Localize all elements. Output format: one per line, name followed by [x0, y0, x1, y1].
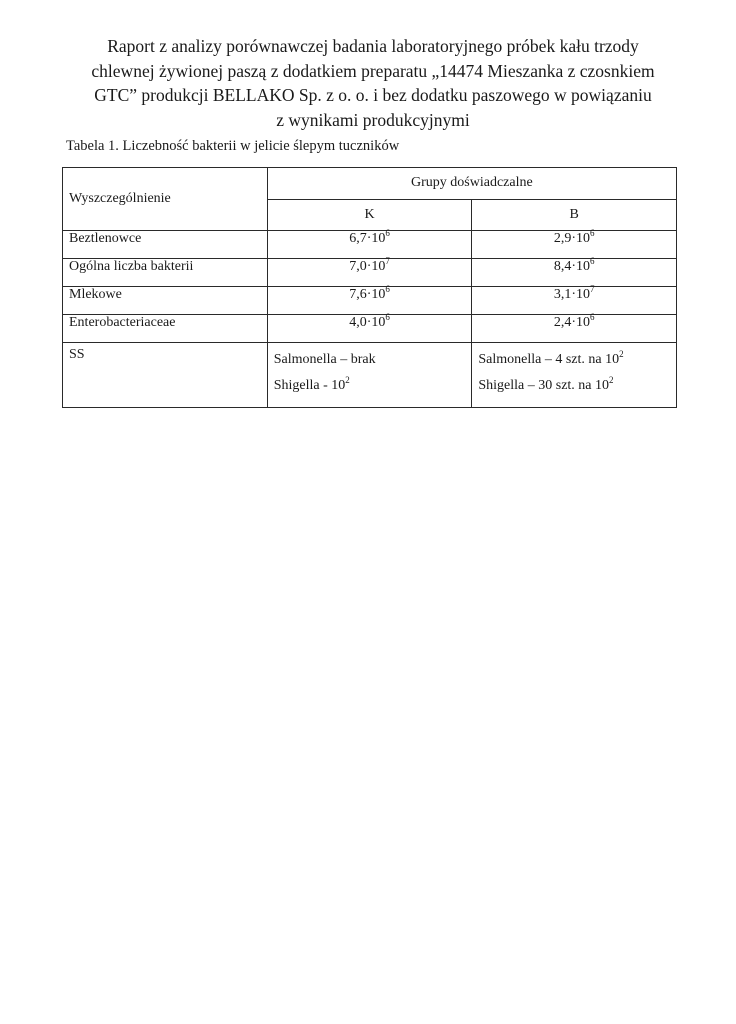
table-row	[63, 287, 677, 315]
value-b-ss	[472, 343, 677, 408]
column-header-b: B	[472, 199, 677, 231]
group-header: Grupy doświadczalne	[267, 168, 676, 200]
report-title-line-1: Raport z analizy porównawczej badania laboratoryjnego próbek kału trzody	[107, 36, 639, 56]
value-b: $2,4\cdot 10^6$	[472, 315, 677, 343]
report-title-line-4: z wynikami produkcyjnymi	[276, 109, 470, 130]
k-salmonella: Salmonella – brak	[273, 352, 376, 367]
value-k: $7,6\cdot 10^6$	[267, 287, 472, 315]
report-title-line-3: GTC” produkcji BELLAKO Sp. z o. o. i bez dodatku paszowego w powiązaniu	[94, 85, 652, 105]
row-name: Mlekowe	[63, 287, 268, 315]
row-name: Ogólna liczba bakterii	[63, 259, 268, 287]
table-row	[63, 231, 677, 259]
row-name: SS	[63, 343, 268, 408]
table-caption: Tabela 1. Liczebność bakterii w jelicie ślepym tuczników	[66, 138, 400, 154]
b-shigella: Shigella – 30 szt. na $10^2$	[478, 375, 614, 393]
table-header-row	[63, 168, 677, 200]
table-row	[63, 259, 677, 287]
b-salmonella: Salmonella – 4 szt. na $10^2$	[478, 349, 624, 367]
bacteria-count-table	[62, 167, 677, 408]
value-b: $8,4\cdot 10^6$	[472, 259, 677, 287]
value-k: $7,0\cdot 10^7$	[267, 259, 472, 287]
table-row-ss	[63, 343, 677, 408]
value-b: $3,1\cdot 10^7$	[472, 287, 677, 315]
report-title-line-2: chlewnej żywionej paszą z dodatkiem preparatu „14474 Mieszanka z czosnkiem	[91, 60, 655, 81]
row-name: Beztlenowce	[63, 231, 268, 259]
value-k-ss	[267, 343, 472, 408]
row-header-label: Wyszczególnienie	[63, 168, 268, 231]
value-b: $2,9\cdot 10^6$	[472, 231, 677, 259]
report-title	[48, 34, 698, 132]
value-k: $4,0\cdot 10^6$	[267, 315, 472, 343]
row-name: Enterobacteriaceae	[63, 315, 268, 343]
column-header-k: K	[267, 199, 472, 231]
table-row	[63, 315, 677, 343]
k-shigella: Shigella - $10^2$	[273, 375, 350, 393]
value-k: $6,7\cdot 10^6$	[267, 231, 472, 259]
